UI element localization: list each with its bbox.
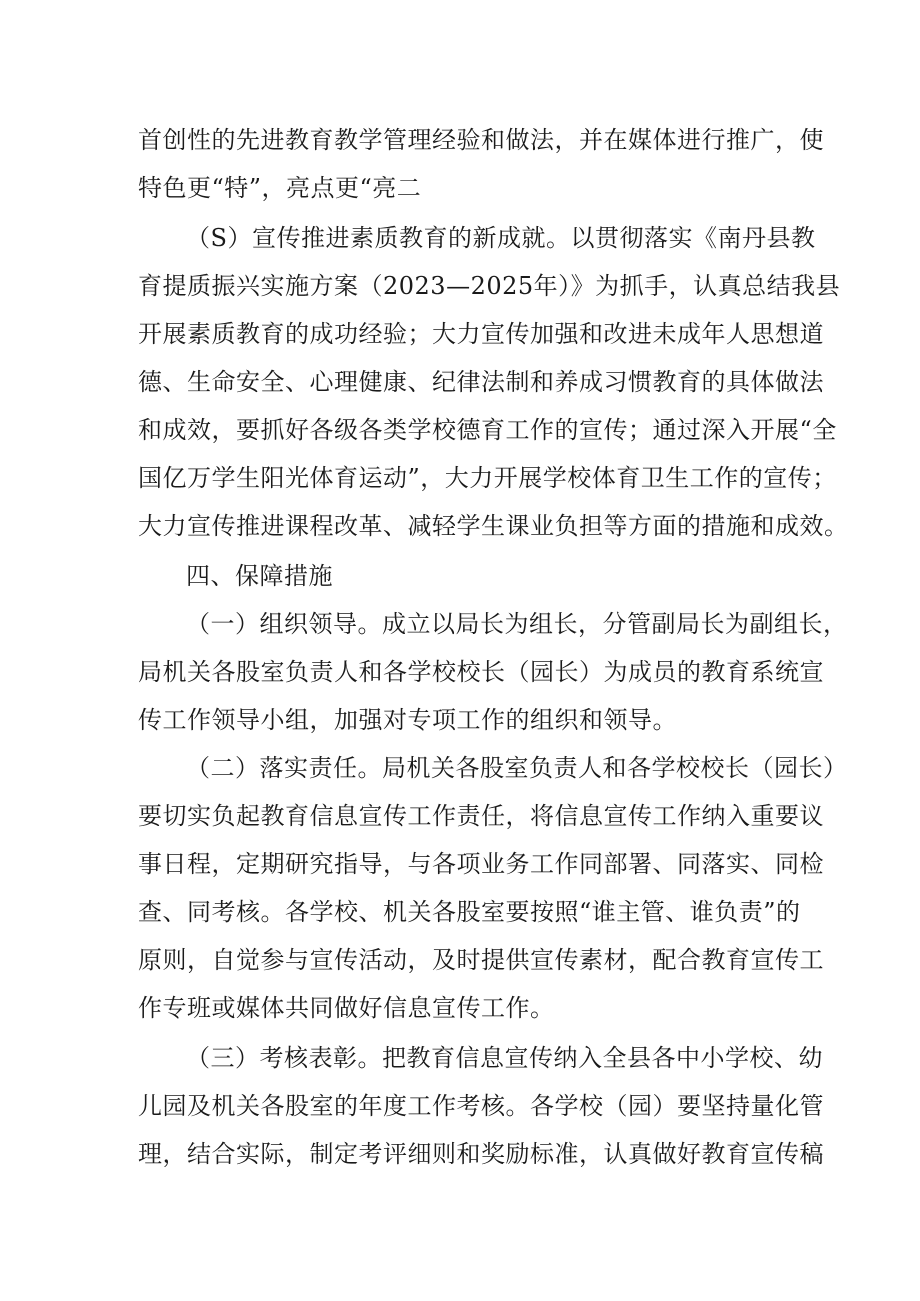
body-text-line: 局机关各股室负责人和各学校校长（园长）为成员的教育系统宣 (138, 658, 824, 686)
body-text-line: 特色更“特”，亮点更“亮二 (138, 174, 422, 202)
body-text-line: 首创性的先进教育教学管理经验和做法，并在媒体进行推广，使 (138, 126, 824, 154)
body-text-line: 大力宣传推进课程改革、减轻学生课业负担等方面的措施和成效。 (138, 512, 849, 540)
paragraph-start-line: （一）组织领导。成立以局长为组长，分管副局长为副组长， (186, 610, 848, 638)
body-text-line: 事日程，定期研究指导，与各项业务工作同部署、同落实、同检 (138, 850, 824, 878)
paragraph-start-line: （二）落实责任。局机关各股室负责人和各学校校长（园长） (186, 754, 848, 782)
body-text-line: 儿园及机关各股室的年度工作考核。各学校（园）要坚持量化管 (138, 1092, 824, 1120)
body-text-line: 要切实负起教育信息宣传工作责任，将信息宣传工作纳入重要议 (138, 802, 824, 830)
body-text-line: 理，结合实际，制定考评细则和奖励标准，认真做好教育宣传稿 (138, 1140, 824, 1168)
body-text-line: 育提质振兴实施方案（2023—2025年）》为抓手，认真总结我县 (138, 272, 841, 300)
body-text-line: 开展素质教育的成功经验；大力宣传加强和改进未成年人思想道 (138, 320, 824, 348)
body-text-line: 查、同考核。各学校、机关各股室要按照“谁主管、谁负责”的 (138, 898, 801, 926)
paragraph-start-line: （S）宣传推进素质教育的新成就。以贯彻落实《南丹县教 (186, 224, 816, 252)
body-text-line: 和成效，要抓好各级各类学校德育工作的宣传；通过深入开展“全 (138, 416, 837, 444)
body-text-line: 传工作领导小组，加强对专项工作的组织和领导。 (138, 706, 677, 734)
paragraph-start-line: （三）考核表彰。把教育信息宣传纳入全县各中小学校、幼 (186, 1044, 823, 1072)
body-text-line: 国亿万学生阳光体育运动”，大力开展学校体育卫生工作的宣传； (138, 464, 837, 492)
section-heading: 四、保障措施 (186, 562, 333, 590)
body-text-line: 原则，自觉参与宣传活动，及时提供宣传素材，配合教育宣传工 (138, 946, 824, 974)
body-text-line: 德、生命安全、心理健康、纪律法制和养成习惯教育的具体做法 (138, 368, 824, 396)
body-text-line: 作专班或媒体共同做好信息宣传工作。 (138, 994, 555, 1022)
